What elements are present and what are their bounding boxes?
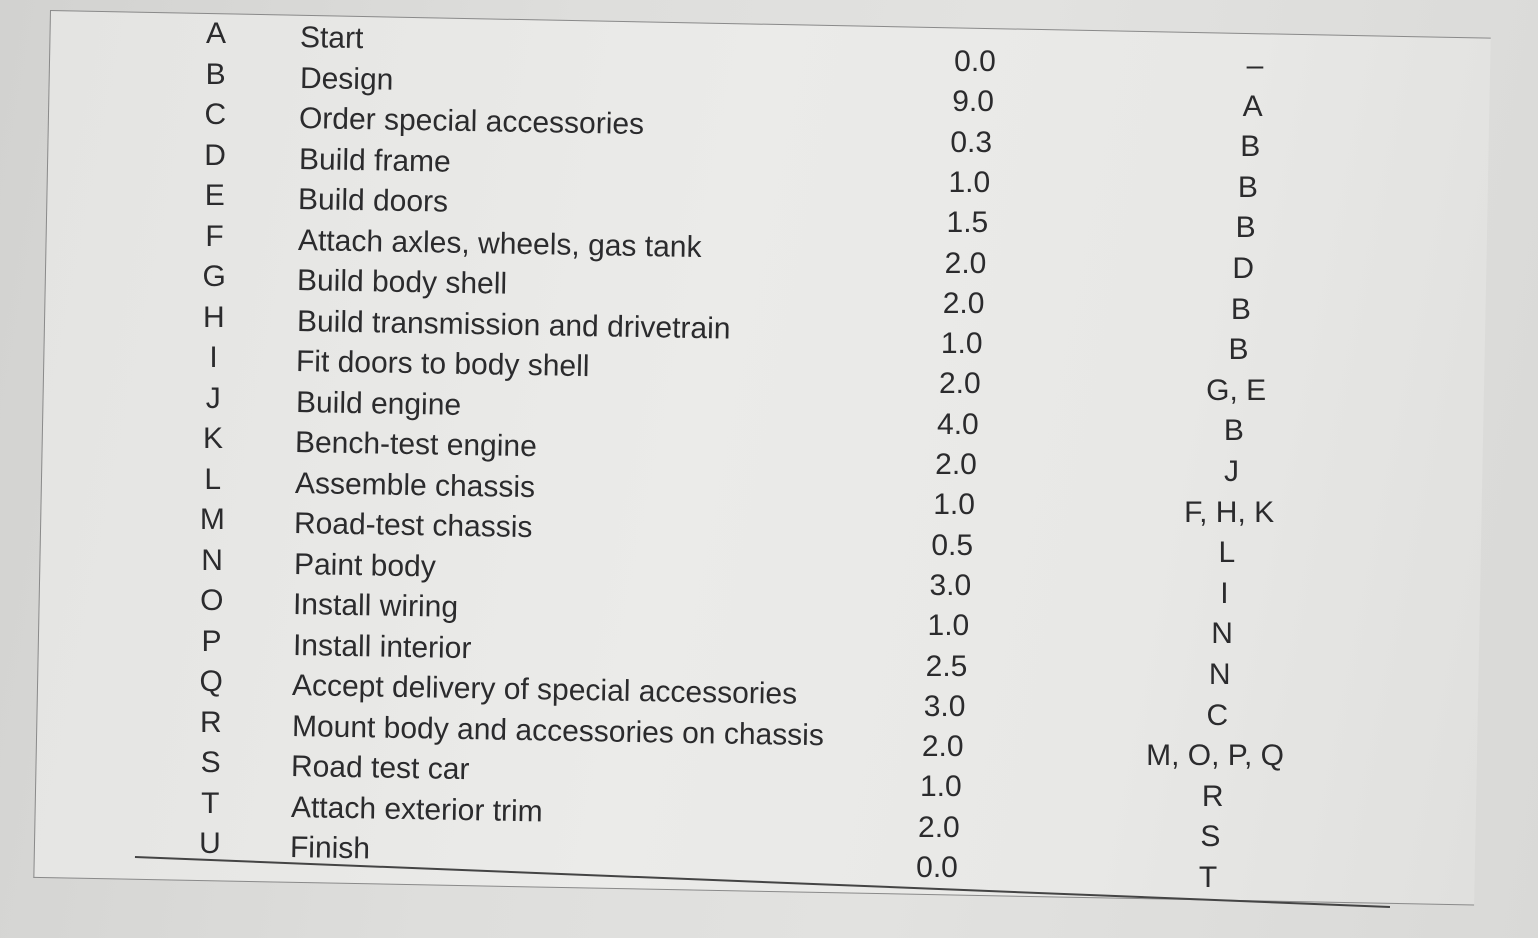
activity-time: 2.0 [942,286,985,320]
activity-predecessors: – [1246,49,1264,82]
activity-description: Install wiring [292,588,459,624]
activity-time: 1.0 [927,609,970,643]
activity-id: D [204,138,226,172]
activity-predecessors: B [1230,292,1251,326]
activity-time: 0.0 [916,851,958,884]
activity-description: Paint body [293,547,436,583]
activity-predecessors: R [1201,779,1224,813]
activity-description: Build engine [295,385,461,422]
activity-description: Order special accessories [298,102,645,142]
activity-id: G [202,260,226,293]
activity-description: Build transmission and drivetrain [296,304,731,346]
activity-id: J [205,381,221,415]
activity-id: R [200,705,222,739]
activity-time: 2.0 [921,730,964,764]
activity-predecessors: M, O, P, Q [1146,739,1284,773]
activity-time: 9.0 [952,85,994,119]
activity-description: Design [299,61,394,97]
activity-predecessors: I [1220,576,1229,610]
activity-id: N [201,543,223,577]
activity-id: T [201,786,220,820]
activity-predecessors: B [1228,333,1249,367]
activity-description: Road-test chassis [293,507,533,545]
activity-description: Attach exterior trim [290,790,543,828]
activity-time: 1.0 [933,488,975,522]
activity-description: Build doors [297,183,449,219]
activity-description: Finish [289,831,371,866]
activity-description: Accept delivery of special accessories [291,669,798,711]
activity-time: 1.5 [946,206,989,240]
activity-predecessors: J [1224,455,1239,488]
activity-id: P [201,624,222,658]
activity-id: S [200,746,221,779]
activity-time: 0.0 [954,45,996,78]
activity-predecessors: G, E [1206,373,1267,407]
activity-predecessors: A [1242,89,1263,123]
activity-id: E [204,179,225,212]
activity-predecessors: B [1223,414,1244,448]
activity-id: O [200,584,224,617]
activity-time: 1.0 [919,770,962,804]
activity-predecessors: T [1198,861,1218,894]
activity-id: C [204,98,227,131]
activity-predecessors: B [1240,130,1261,164]
activity-time: 2.0 [944,246,987,280]
activity-description: Build frame [298,142,451,179]
activity-predecessors: L [1218,536,1236,570]
activity-predecessors: F, H, K [1184,495,1275,529]
activity-description: Bench-test engine [294,426,538,464]
activity-time: 0.3 [950,125,993,159]
activity-time: 3.0 [929,568,972,602]
activity-id: L [204,462,222,496]
activity-time: 2.5 [925,649,968,683]
activity-predecessors: C [1206,698,1229,732]
activity-description: Start [299,21,364,56]
activity-time: 2.0 [935,448,977,481]
activity-time: 1.0 [948,165,991,199]
activity-predecessors: N [1208,658,1231,691]
activity-description: Fit doors to body shell [295,345,590,384]
activity-id: A [205,17,226,50]
activity-description: Attach axles, wheels, gas tank [297,223,702,264]
activity-id: M [199,503,225,536]
activity-time: 2.0 [918,810,960,844]
activity-predecessors: N [1211,617,1233,651]
activity-description: Install interior [292,628,472,665]
activity-description: Assemble chassis [294,466,535,504]
activity-predecessors: B [1235,211,1256,245]
activity-id: I [209,341,218,374]
activity-time: 4.0 [937,407,979,441]
activity-description: Mount body and accessories on chassis [291,709,824,752]
activity-description: Build body shell [296,264,508,301]
activity-id: Q [199,665,223,698]
activity-id: B [205,57,226,91]
activity-time: 1.0 [940,327,983,361]
activity-id: F [205,219,224,253]
activity-id: U [199,827,221,860]
activity-time: 2.0 [938,367,981,401]
activity-id: K [202,422,223,455]
activity-description: Road test car [290,750,470,787]
activity-predecessors: S [1200,820,1221,854]
activity-time: 3.0 [923,689,966,723]
activity-predecessors: B [1237,170,1258,204]
activity-predecessors: D [1232,252,1255,285]
activity-id: H [203,300,225,334]
activity-time: 0.5 [931,528,974,562]
